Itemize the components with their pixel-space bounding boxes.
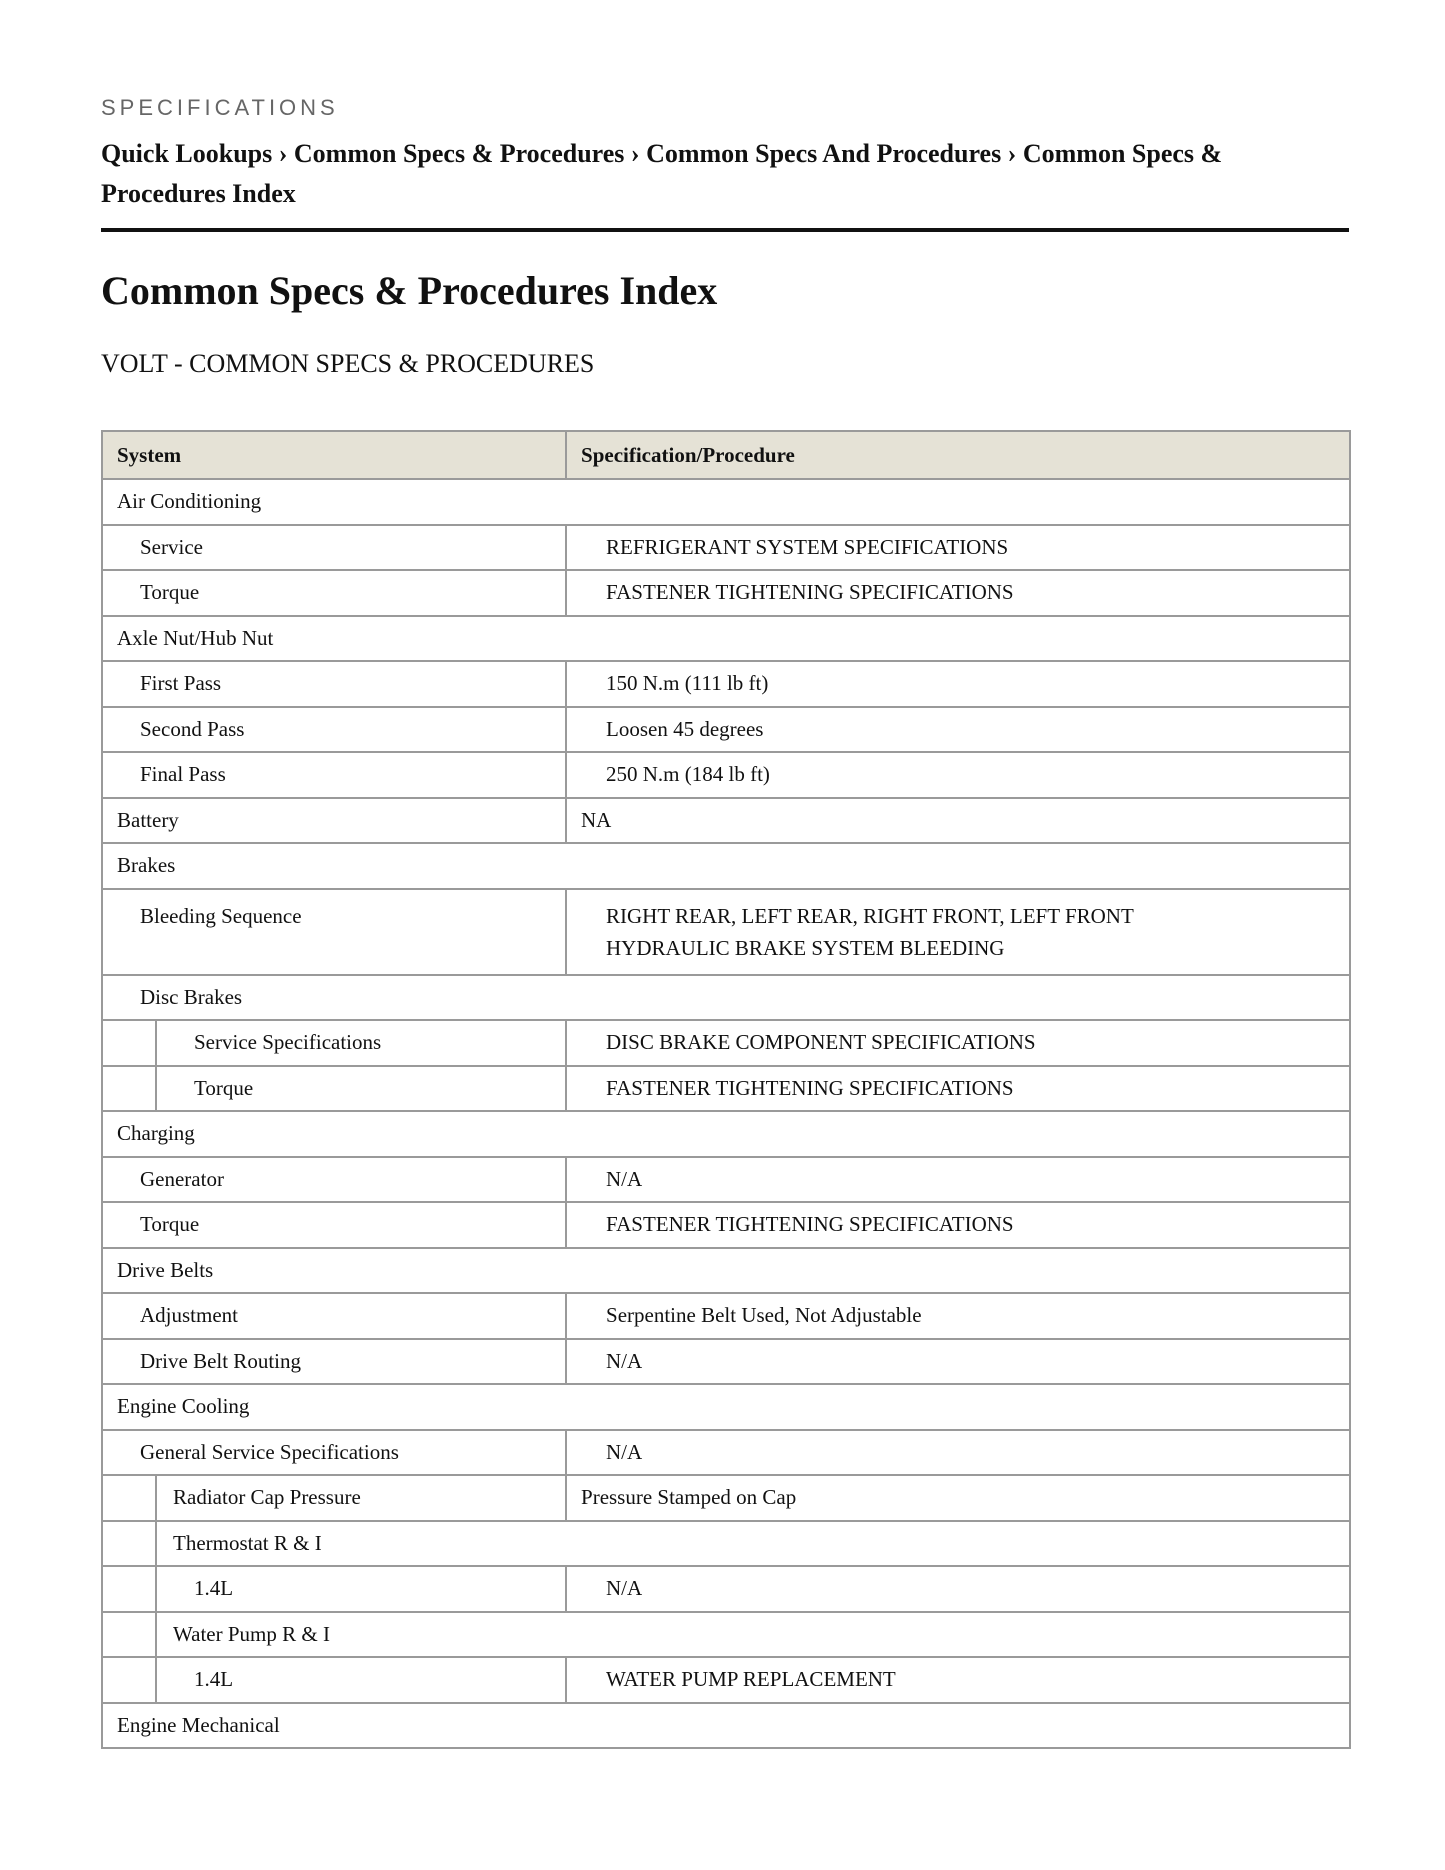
system-cell: Service [102, 525, 566, 571]
system-cell: Service Specifications [156, 1020, 566, 1066]
table-row [102, 1339, 1350, 1385]
table-row [102, 843, 1350, 889]
indent-cell [102, 1566, 156, 1612]
system-group-cell: Drive Belts [102, 1248, 1350, 1294]
table-row [102, 1703, 1350, 1749]
spec-cell: 150 N.m (111 lb ft) [566, 661, 1350, 707]
system-cell: 1.4L [156, 1657, 566, 1703]
system-cell: Torque [102, 570, 566, 616]
table-header-row [102, 431, 1350, 479]
system-cell: Torque [102, 1202, 566, 1248]
table-row [102, 1566, 1350, 1612]
system-group-cell: Engine Mechanical [102, 1703, 1350, 1749]
system-cell: 1.4L [156, 1566, 566, 1612]
system-cell: Second Pass [102, 707, 566, 753]
indent-cell [102, 1657, 156, 1703]
table-row [102, 570, 1350, 616]
column-header-system: System [102, 431, 566, 479]
table-row [102, 889, 1350, 975]
table-row [102, 479, 1350, 525]
table-row [102, 798, 1350, 844]
spec-line: HYDRAULIC BRAKE SYSTEM BLEEDING [606, 935, 1005, 960]
system-cell: Final Pass [102, 752, 566, 798]
table-row [102, 1384, 1350, 1430]
specs-table [101, 430, 1351, 1749]
table-row [102, 1521, 1350, 1567]
system-cell: Torque [156, 1066, 566, 1112]
system-group-cell: Engine Cooling [102, 1384, 1350, 1430]
table-row [102, 1202, 1350, 1248]
table-row [102, 1111, 1350, 1157]
section-kicker: SPECIFICATIONS [101, 95, 339, 120]
system-group-cell: Air Conditioning [102, 479, 1350, 525]
page-title: Common Specs & Procedures Index [101, 268, 718, 313]
table-row [102, 1248, 1350, 1294]
table-row [102, 661, 1350, 707]
system-cell: Generator [102, 1157, 566, 1203]
system-cell: Battery [102, 798, 566, 844]
system-cell: Adjustment [102, 1293, 566, 1339]
system-cell: First Pass [102, 661, 566, 707]
spec-cell: FASTENER TIGHTENING SPECIFICATIONS [566, 570, 1350, 616]
spec-cell: FASTENER TIGHTENING SPECIFICATIONS [566, 1202, 1350, 1248]
table-row [102, 752, 1350, 798]
spec-cell: N/A [566, 1566, 1350, 1612]
header-divider [101, 228, 1349, 232]
spec-cell: Loosen 45 degrees [566, 707, 1350, 753]
system-cell: Drive Belt Routing [102, 1339, 566, 1385]
system-group-cell: Charging [102, 1111, 1350, 1157]
system-cell: Radiator Cap Pressure [156, 1475, 566, 1521]
indent-cell [102, 1020, 156, 1066]
indent-cell [102, 1066, 156, 1112]
spec-cell: NA [566, 798, 1350, 844]
table-row [102, 1020, 1350, 1066]
table-row [102, 1657, 1350, 1703]
system-group-cell: Disc Brakes [102, 975, 1350, 1021]
spec-cell [566, 889, 1350, 975]
spec-cell: Pressure Stamped on Cap [566, 1475, 1350, 1521]
breadcrumb: Quick Lookups › Common Specs & Procedures › Common Specs And Procedures › Common Specs & Procedures Index [101, 139, 1223, 208]
spec-cell: FASTENER TIGHTENING SPECIFICATIONS [566, 1066, 1350, 1112]
spec-cell: N/A [566, 1157, 1350, 1203]
table-row [102, 1157, 1350, 1203]
table-row [102, 616, 1350, 662]
table-row [102, 1430, 1350, 1476]
table-row [102, 1612, 1350, 1658]
page-subtitle: VOLT - COMMON SPECS & PROCEDURES [101, 349, 595, 378]
column-header-spec: Specification/Procedure [566, 431, 1350, 479]
table-row [102, 975, 1350, 1021]
table-row [102, 1293, 1350, 1339]
table-row [102, 1066, 1350, 1112]
spec-cell: DISC BRAKE COMPONENT SPECIFICATIONS [566, 1020, 1350, 1066]
spec-cell: Serpentine Belt Used, Not Adjustable [566, 1293, 1350, 1339]
system-group-cell: Axle Nut/Hub Nut [102, 616, 1350, 662]
spec-cell: N/A [566, 1339, 1350, 1385]
spec-line: RIGHT REAR, LEFT REAR, RIGHT FRONT, LEFT FRONT [606, 903, 1134, 928]
system-cell: Bleeding Sequence [102, 889, 566, 975]
indent-cell [102, 1612, 156, 1658]
spec-cell: REFRIGERANT SYSTEM SPECIFICATIONS [566, 525, 1350, 571]
table-row [102, 525, 1350, 571]
indent-cell [102, 1521, 156, 1567]
spec-cell: 250 N.m (184 lb ft) [566, 752, 1350, 798]
spec-cell: WATER PUMP REPLACEMENT [566, 1657, 1350, 1703]
spec-cell: N/A [566, 1430, 1350, 1476]
system-group-cell: Brakes [102, 843, 1350, 889]
system-cell: General Service Specifications [102, 1430, 566, 1476]
system-group-cell: Water Pump R & I [156, 1612, 1350, 1658]
table-row [102, 1475, 1350, 1521]
table-row [102, 707, 1350, 753]
system-group-cell: Thermostat R & I [156, 1521, 1350, 1567]
indent-cell [102, 1475, 156, 1521]
